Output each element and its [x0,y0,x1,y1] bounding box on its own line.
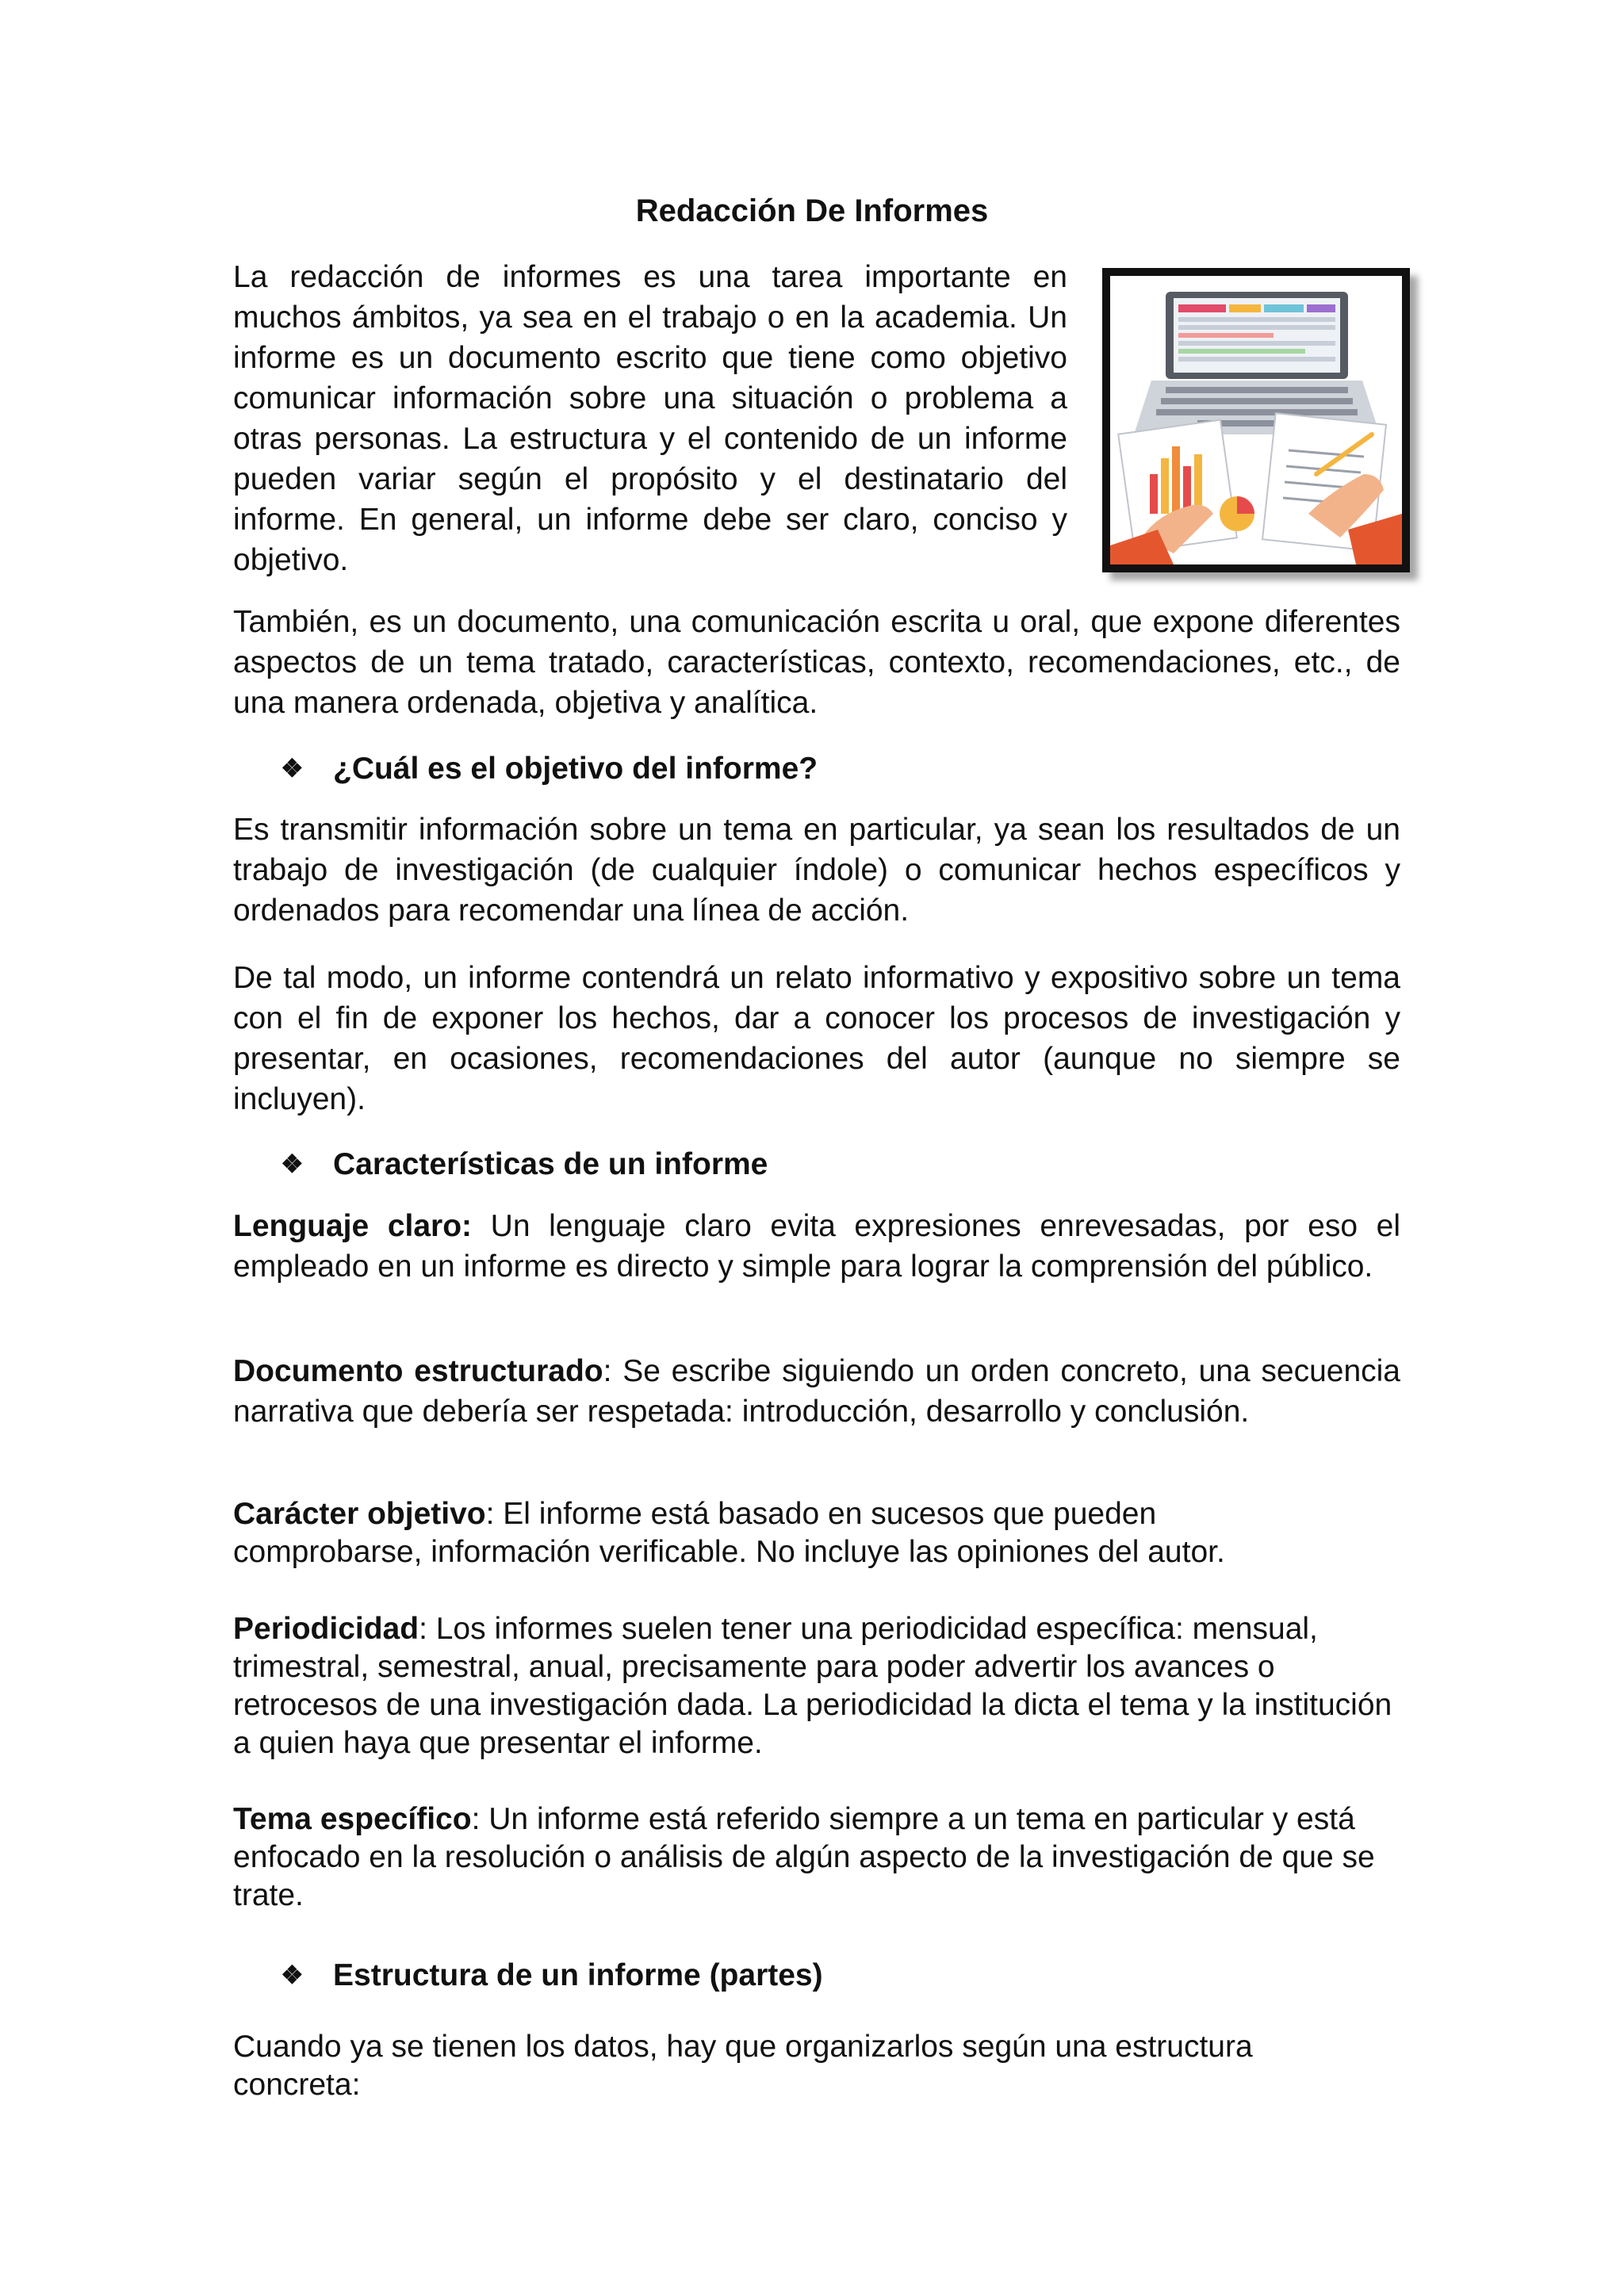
caracteristica-text: Un lenguaje claro evita expresiones enrevesadas, por eso el empleado en un informe es directo y simple para lograr la comprensión del público. [233,1209,1400,1284]
caracteristica-item [233,1800,1391,1915]
caracteristica-item [233,1206,1400,1287]
document-title: Redacción De Informes [635,193,989,228]
section-heading-label: Estructura de un informe (partes) [333,1958,823,1992]
caracteristica-text: : El informe está basado en sucesos que pueden comprobarse, información verificable. No incluye las opiniones del autor. [233,1497,1225,1569]
laptop-charts-icon [1110,276,1402,564]
caracteristica-item [233,1495,1280,1571]
caracteristica-term: Documento estructurado [233,1354,603,1388]
caracteristica-text: : Los informes suelen tener una periodicidad específica: mensual, trimestral, semestral, anual, precisamente para poder advertir los avances o retrocesos de una investigación dada. La periodicidad la dicta el tema y la institución a quien haya que presentar el informe. [233,1612,1392,1760]
diamond-bullet-icon: ❖ [281,754,304,783]
section-heading-objetivo [281,748,818,789]
section-heading-estructura [281,1955,823,1996]
diamond-bullet-icon: ❖ [281,1961,304,1989]
caracteristica-term: Tema específico [233,1802,472,1836]
caracteristica-item [233,1351,1400,1432]
diamond-bullet-icon: ❖ [281,1150,304,1178]
caracteristica-term: Lenguaje claro: [233,1209,473,1243]
section-heading-label: Características de un informe [333,1147,768,1181]
caracteristica-text: : Un informe está referido siempre a un tema en particular y está enfocado en la resolución o análisis de algún aspecto de la investigación de que se trate. [233,1802,1375,1912]
section-heading-caracteristicas [281,1144,768,1184]
section-heading-label: ¿Cuál es el objetivo del informe? [333,752,818,786]
objetivo-paragraph-2: De tal modo, un informe contendrá un relato informativo y expositivo sobre un tema con el fin de exponer los hechos, dar a conocer los procesos de investigación y presentar, en ocasiones, recomendaciones del autor (aunque no siempre se incluyen). [233,961,1400,1116]
estructura-paragraph: Cuando ya se tienen los datos, hay que organizarlos según una estructura concreta: [233,2030,1253,2102]
intro-paragraph-2: También, es un documento, una comunicación escrita u oral, que expone diferentes aspectos de un tema tratado, características, contexto, recomendaciones, etc., de una manera ordenada, objetiva y analítica. [233,605,1400,720]
intro-paragraph: La redacción de informes es una tarea importante en muchos ámbitos, ya sea en el trabajo o en la academia. Un informe es un documento escrito que tiene como objetivo comunicar información sobre una situación o problema a otras personas. La estructura y el contenido de un informe pueden variar según el propósito y el destinatario del informe. En general, un informe debe ser claro, conciso y objetivo. [233,260,1067,577]
report-illustration [1102,268,1410,572]
caracteristica-item [233,1610,1400,1762]
objetivo-paragraph-1: Es transmitir información sobre un tema en particular, ya sean los resultados de un trabajo de investigación (de cualquier índole) o comunicar hechos específicos y ordenados para recomendar una línea de acción. [233,813,1400,928]
caracteristica-text: : Se escribe siguiendo un orden concreto, una secuencia narrativa que debería ser respetada: introducción, desarrollo y conclusión. [233,1354,1400,1429]
caracteristica-term: Periodicidad [233,1612,419,1646]
caracteristica-term: Carácter objetivo [233,1497,486,1531]
